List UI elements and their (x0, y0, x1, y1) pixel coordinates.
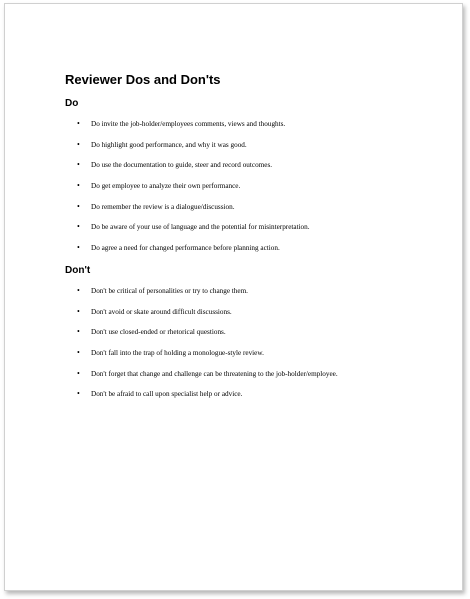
dont-item-text: Don't be afraid to call upon specialist help or advice. (91, 390, 243, 399)
do-item-text: Do agree a need for changed performance before planning action. (91, 244, 280, 253)
do-item-text: Do get employee to analyze their own performance. (91, 182, 241, 191)
dont-section-heading: Don't (65, 264, 91, 276)
dont-item-text: Don't be critical of personalities or try to change them. (91, 286, 248, 295)
dont-list-item (77, 307, 445, 317)
do-item-text: Do be aware of your use of language and the potential for misinterpretation. (91, 223, 310, 232)
bullet-icon: • (77, 347, 80, 357)
do-list-item (77, 140, 445, 150)
dont-list-item (77, 369, 445, 379)
do-list (65, 119, 445, 253)
document-content (65, 72, 445, 410)
do-item-text: Do invite the job-holder/employees comments, views and thoughts. (91, 120, 286, 128)
dont-list-item (77, 389, 445, 399)
do-list-item (77, 160, 445, 170)
bullet-icon: • (77, 181, 80, 191)
bullet-icon: • (77, 160, 80, 170)
bullet-icon: • (77, 201, 80, 211)
bullet-icon: • (77, 306, 80, 316)
document-page (4, 3, 463, 591)
do-item-text: Do highlight good performance, and why it was good. (91, 140, 247, 149)
dont-list-item (77, 327, 445, 337)
dont-list (65, 286, 445, 399)
do-list-item (77, 119, 445, 129)
dont-item-text: Don't use closed-ended or rhetorical questions. (91, 328, 226, 337)
do-list-item (77, 222, 445, 232)
dont-list-item (77, 286, 445, 296)
bullet-icon: • (77, 327, 80, 337)
do-list-item (77, 243, 445, 253)
do-item-text: Do remember the review is a dialogue/discussion. (91, 202, 235, 211)
do-list-item (77, 181, 445, 191)
do-item-text: Do use the documentation to guide, steer and record outcomes. (91, 161, 273, 170)
bullet-icon: • (77, 119, 80, 128)
bullet-icon: • (77, 285, 80, 295)
dont-list-item (77, 348, 445, 358)
dont-item-text: Don't avoid or skate around difficult discussions. (91, 307, 232, 316)
dont-item-text: Don't forget that change and challenge can be threatening to the job-holder/employee. (91, 369, 338, 378)
document-title: Reviewer Dos and Don'ts (65, 72, 221, 87)
bullet-icon: • (77, 139, 80, 149)
bullet-icon: • (77, 243, 80, 253)
dont-item-text: Don't fall into the trap of holding a monologue-style review. (91, 348, 264, 357)
do-list-item (77, 202, 445, 212)
do-section-heading: Do (65, 98, 79, 109)
bullet-icon: • (77, 222, 80, 232)
bullet-icon: • (77, 368, 80, 378)
bullet-icon: • (77, 389, 80, 399)
